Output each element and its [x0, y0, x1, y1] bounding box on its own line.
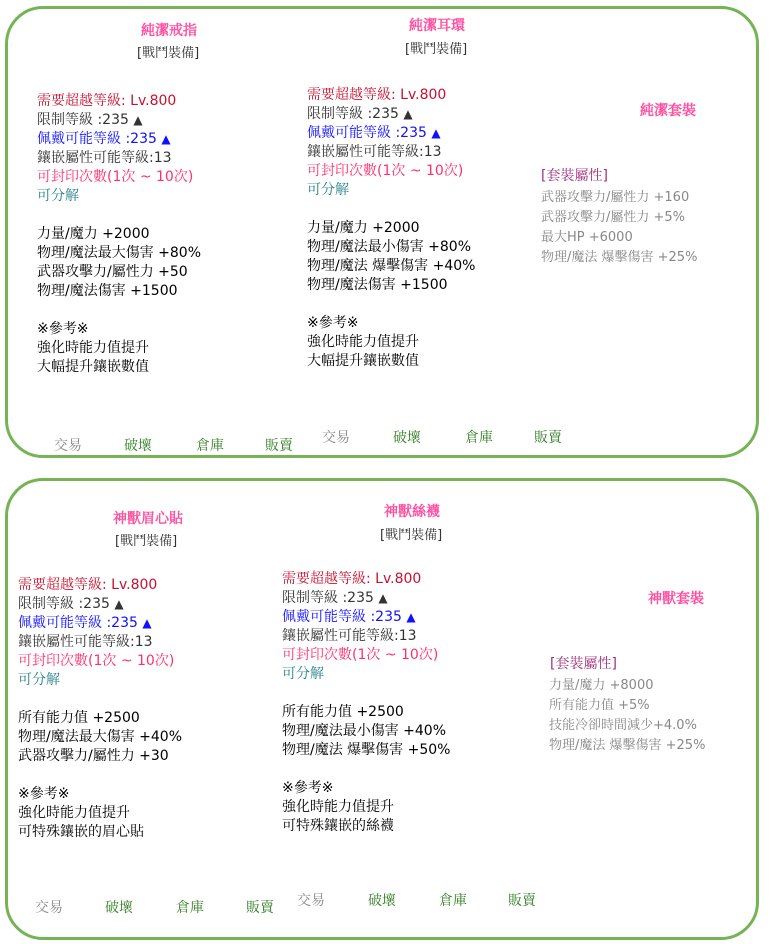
note-line: ※參考※	[282, 780, 334, 796]
item-details-pure-earring	[307, 86, 475, 371]
socket-level: 鑲嵌屬性可能等級:13	[282, 628, 417, 644]
required-level: 需要超越等級: Lv.800	[18, 577, 158, 593]
note-line: ※參考※	[37, 321, 89, 337]
triangle-up-icon: ▲	[378, 591, 388, 605]
limit-level: 限制等級 :235	[307, 106, 399, 122]
set-stat-line: 技能冷卻時間減少+4.0%	[549, 718, 697, 733]
destroy-button[interactable]: 破壞	[393, 430, 421, 446]
stat-line: 物理/魔法傷害 +1500	[307, 277, 448, 293]
note-line: 強化時能力值提升	[37, 340, 149, 356]
destroy-button[interactable]: 破壞	[368, 893, 396, 909]
wear-level: 佩戴可能等級 :235	[282, 609, 402, 625]
set-stat-line: 力量/魔力 +8000	[549, 678, 654, 693]
triangle-up-icon: ▲	[431, 126, 441, 140]
triangle-up-icon: ▲	[114, 597, 124, 611]
destroy-button[interactable]: 破壞	[105, 900, 133, 916]
storage-button[interactable]: 倉庫	[465, 430, 493, 446]
note-line: ※參考※	[18, 786, 70, 802]
required-level: 需要超越等級: Lv.800	[282, 571, 422, 587]
sell-button[interactable]: 販賣	[246, 900, 274, 916]
note-line: 強化時能力值提升	[18, 805, 130, 821]
stat-line: 物理/魔法最小傷害 +40%	[282, 723, 447, 739]
item-category: [戰鬥裝備]	[405, 42, 468, 57]
item-category: [戰鬥裝備]	[380, 528, 443, 543]
trade-button[interactable]: 交易	[322, 430, 350, 446]
storage-button[interactable]: 倉庫	[439, 893, 467, 909]
stat-line: 物理/魔法 爆擊傷害 +40%	[307, 258, 476, 274]
seal-count: 可封印次數(1次 ~ 10次)	[18, 653, 175, 669]
item-category: [戰鬥裝備]	[137, 46, 200, 61]
item-name: 純潔耳環	[409, 18, 465, 34]
decomposable: 可分解	[18, 672, 60, 688]
triangle-up-icon: ▲	[406, 610, 416, 624]
limit-level: 限制等級 :235	[282, 590, 374, 606]
note-line: 大幅提升鑲嵌數值	[37, 359, 149, 375]
note-line: 可特殊鑲嵌的絲襪	[282, 818, 394, 834]
socket-level: 鑲嵌屬性可能等級:13	[307, 144, 442, 160]
note-line: 強化時能力值提升	[282, 799, 394, 815]
set-stat-line: 最大HP +6000	[541, 230, 633, 245]
storage-button[interactable]: 倉庫	[196, 438, 224, 454]
stat-line: 所有能力值 +2500	[282, 704, 404, 720]
stat-line: 力量/魔力 +2000	[37, 226, 150, 242]
set-attributes	[541, 188, 697, 268]
required-level: 需要超越等級: Lv.800	[37, 93, 177, 109]
seal-count: 可封印次數(1次 ~ 10次)	[307, 163, 464, 179]
item-details-pure-ring	[37, 92, 201, 377]
note-line: 強化時能力值提升	[307, 334, 419, 350]
item-name: 神獸眉心貼	[113, 511, 183, 527]
set-name: 神獸套裝	[648, 591, 704, 607]
sell-button[interactable]: 販賣	[508, 893, 536, 909]
item-name: 純潔戒指	[141, 23, 197, 39]
set-stat-line: 物理/魔法 爆擊傷害 +25%	[541, 250, 698, 265]
set-stat-line: 物理/魔法 爆擊傷害 +25%	[549, 738, 706, 753]
stat-line: 武器攻擊力/屬性力 +30	[18, 748, 169, 764]
limit-level: 限制等級 :235	[37, 112, 129, 128]
set-attributes-header: [套裝屬性]	[550, 656, 617, 672]
stat-line: 物理/魔法傷害 +1500	[37, 283, 178, 299]
set-stat-line: 所有能力值 +5%	[549, 698, 650, 713]
triangle-up-icon: ▲	[161, 132, 171, 146]
stat-line: 物理/魔法 爆擊傷害 +50%	[282, 742, 451, 758]
decomposable: 可分解	[37, 188, 79, 204]
set-attributes	[549, 676, 705, 756]
stat-line: 所有能力值 +2500	[18, 710, 140, 726]
item-details-beast-stockings	[282, 570, 450, 836]
triangle-up-icon: ▲	[142, 616, 152, 630]
socket-level: 鑲嵌屬性可能等級:13	[37, 150, 172, 166]
decomposable: 可分解	[307, 182, 349, 198]
required-level: 需要超越等級: Lv.800	[307, 87, 447, 103]
set-stat-line: 武器攻擊力/屬性力 +160	[541, 190, 690, 205]
stat-line: 力量/魔力 +2000	[307, 220, 420, 236]
item-category: [戰鬥裝備]	[115, 534, 178, 549]
wear-level: 佩戴可能等級 :235	[307, 125, 427, 141]
set-stat-line: 武器攻擊力/屬性力 +5%	[541, 210, 686, 225]
stat-line: 物理/魔法最大傷害 +40%	[18, 729, 183, 745]
trade-button[interactable]: 交易	[54, 438, 82, 454]
item-details-beast-forehead	[18, 576, 182, 842]
note-line: 大幅提升鑲嵌數值	[307, 353, 419, 369]
trade-button[interactable]: 交易	[35, 900, 63, 916]
storage-button[interactable]: 倉庫	[176, 900, 204, 916]
wear-level: 佩戴可能等級 :235	[37, 131, 157, 147]
seal-count: 可封印次數(1次 ~ 10次)	[37, 169, 194, 185]
set-name: 純潔套裝	[640, 103, 696, 119]
destroy-button[interactable]: 破壞	[124, 438, 152, 454]
triangle-up-icon: ▲	[133, 113, 143, 127]
stat-line: 物理/魔法最大傷害 +80%	[37, 245, 202, 261]
sell-button[interactable]: 販賣	[265, 438, 293, 454]
socket-level: 鑲嵌屬性可能等級:13	[18, 634, 153, 650]
item-name: 神獸絲襪	[384, 504, 440, 520]
limit-level: 限制等級 :235	[18, 596, 110, 612]
stat-line: 武器攻擊力/屬性力 +50	[37, 264, 188, 280]
trade-button[interactable]: 交易	[297, 893, 325, 909]
set-attributes-header: [套裝屬性]	[541, 168, 608, 184]
sell-button[interactable]: 販賣	[534, 430, 562, 446]
wear-level: 佩戴可能等級 :235	[18, 615, 138, 631]
stat-line: 物理/魔法最小傷害 +80%	[307, 239, 472, 255]
note-line: 可特殊鑲嵌的眉心貼	[18, 824, 144, 840]
triangle-up-icon: ▲	[403, 107, 413, 121]
note-line: ※參考※	[307, 315, 359, 331]
decomposable: 可分解	[282, 666, 324, 682]
seal-count: 可封印次數(1次 ~ 10次)	[282, 647, 439, 663]
